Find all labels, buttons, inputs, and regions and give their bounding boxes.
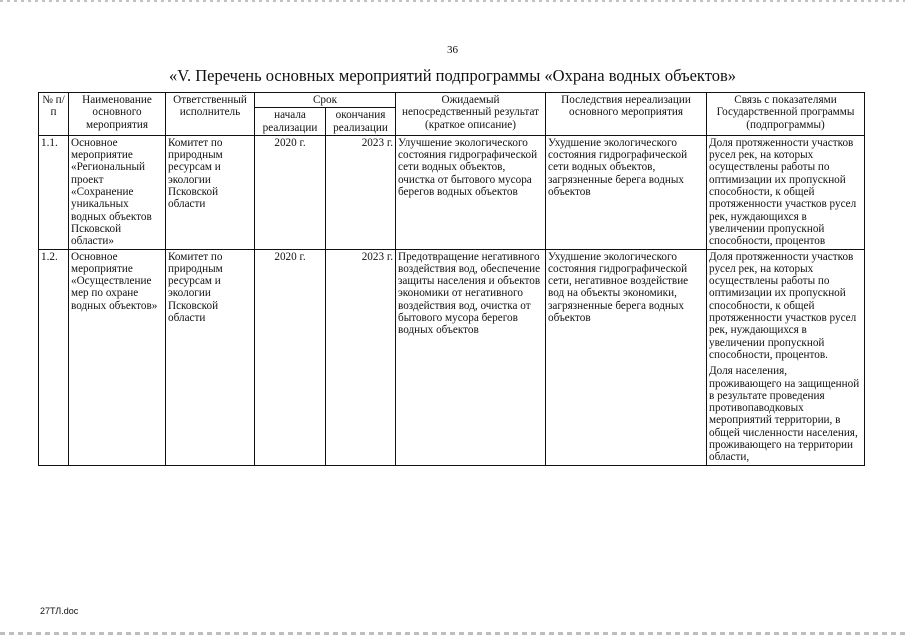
header-executor: Ответственный исполнитель	[166, 93, 255, 136]
header-start: начала реализации	[255, 108, 326, 136]
page-number: 36	[447, 44, 458, 56]
header-row	[39, 93, 865, 108]
header-num: № п/п	[39, 93, 69, 136]
header-end: окончания реализации	[326, 108, 396, 136]
row-end: 2023 г.	[326, 249, 396, 465]
row-result: Улучшение экологического состояния гидрографической сети водных объектов, очистка от бытового мусора берегов водных объектов	[396, 135, 546, 249]
row-link-indicator: Доля протяженности участков русел рек, на которых осуществлены работы по оптимизации их пропускной способности, к общей протяженности участков русел рек, нуждающихся в увеличении пропускной способности, процентов	[709, 136, 857, 248]
header-name: Наименование основного мероприятия	[69, 93, 166, 136]
row-num: 1.2.	[39, 249, 69, 465]
row-link	[707, 135, 865, 249]
header-result: Ожидаемый непосредственный результат (краткое описание)	[396, 93, 546, 136]
row-num: 1.1.	[39, 135, 69, 249]
row-name: Основное мероприятие «Осуществление мер по охране водных объектов»	[69, 249, 166, 465]
scan-edge-bottom	[0, 632, 905, 635]
row-consequences: Ухудшение экологического состояния гидрографической сети водных объектов, загрязненные берега водных объектов	[546, 135, 707, 249]
scan-edge-top	[0, 0, 905, 2]
row-result: Предотвращение негативного воздействия вод, обеспечение защиты населения и объектов экономики от негативного воздействия вод, очистка от бытового мусора берегов водных объектов	[396, 249, 546, 465]
row-executor: Комитет по природным ресурсам и экологии Псковской области	[166, 135, 255, 249]
header-link: Связь с показателями Государственной программы (подпрограммы)	[707, 93, 865, 136]
row-start: 2020 г.	[255, 135, 326, 249]
page-title: «V. Перечень основных мероприятий подпрограммы «Охрана водных объектов»	[168, 66, 737, 85]
row-link-indicator: Доля населения, проживающего на защищенной в результате проведения противопаводковых мероприятий территории, в общей численности населения, проживающего на территории области,	[709, 365, 860, 464]
file-footer: 27ТЛ.doc	[40, 606, 79, 616]
table-row	[39, 249, 865, 465]
row-link-indicator: Доля протяженности участков русел рек, на которых осуществлены работы по оптимизации их пропускной способности, к общей протяженности участков русел рек, нуждающихся в увеличении пропускной способности, процентов.	[709, 250, 857, 361]
row-consequences: Ухудшение экологического состояния гидрографической сети, негативное воздействие вод на объекты экономики, загрязненные берега водных объектов	[546, 249, 707, 465]
header-term: Срок	[255, 93, 396, 108]
row-name: Основное мероприятие «Региональный проект «Сохранение уникальных водных объектов Псковской области»	[69, 135, 166, 249]
row-end: 2023 г.	[326, 135, 396, 249]
row-executor: Комитет по природным ресурсам и экологии Псковской области	[166, 249, 255, 465]
table-row	[39, 135, 865, 249]
measures-table	[38, 92, 865, 466]
row-link	[707, 249, 865, 465]
row-start: 2020 г.	[255, 249, 326, 465]
header-consequences: Последствия нереализации основного мероприятия	[546, 93, 707, 136]
